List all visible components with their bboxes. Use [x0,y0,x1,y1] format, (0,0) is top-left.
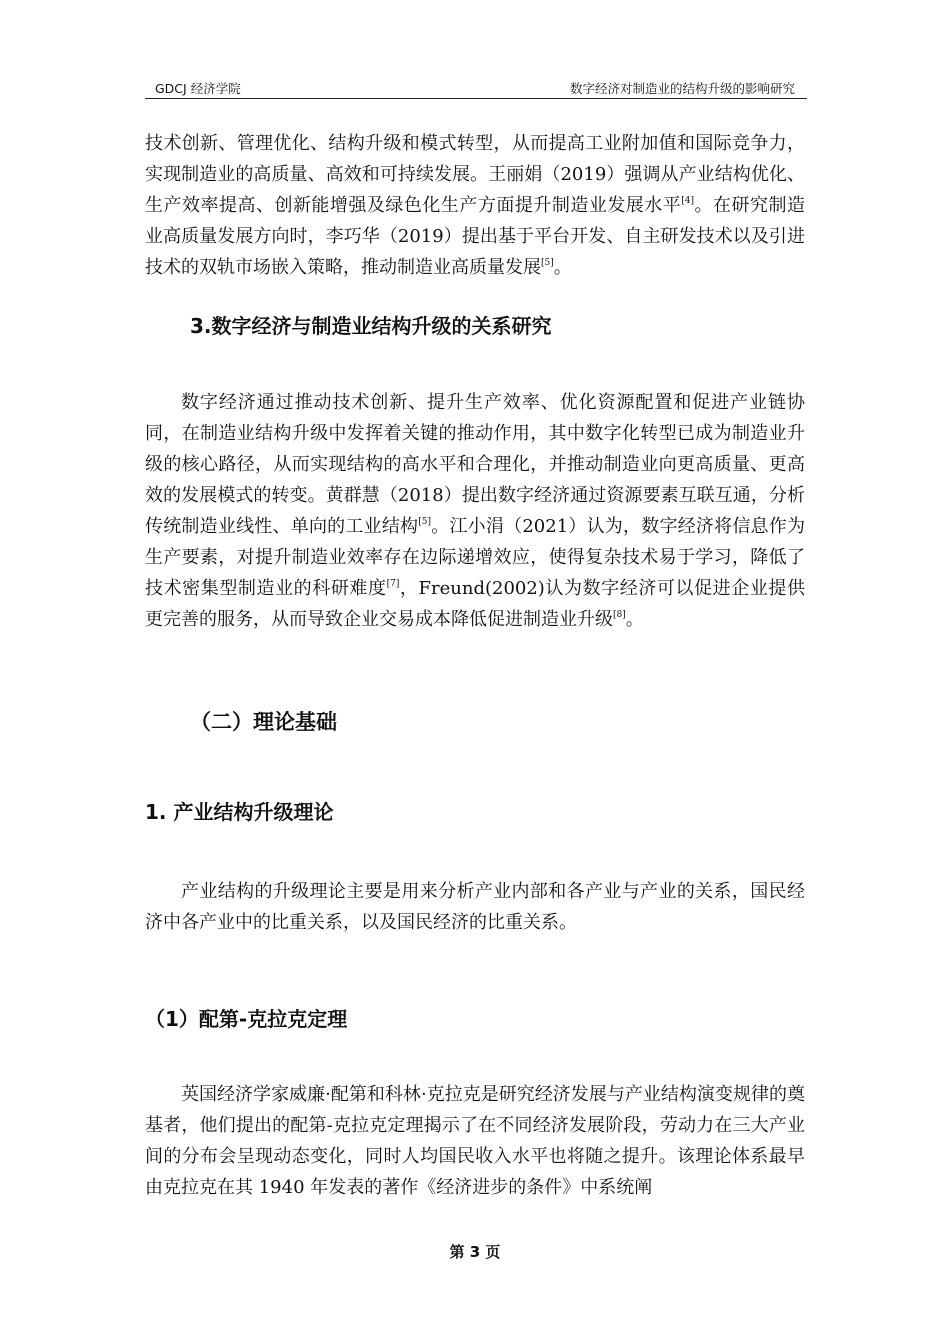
paragraph-text: 。江小涓（2021）认为，数字经济将信息作为生产要素，对提升制造业效率存在边际递增效应，使得复杂技术易于学习，降低了技术密集型制造业的科研难度 [145,516,805,599]
citation-ref: [7] [386,579,400,589]
citation-ref: [4] [681,196,695,206]
citation-ref: [5] [541,258,554,268]
section-heading-3: 3.数字经济与制造业结构升级的关系研究 [190,314,552,338]
running-header [145,76,807,99]
paragraph-text: 。 [625,609,644,630]
paragraph-industry-theory: 产业结构的升级理论主要是用来分析产业内部和各产业与产业的关系，国民经济中各产业中的比重关系，以及国民经济的比重关系。 [145,881,805,933]
section-heading-theory: （二）理论基础 [190,710,337,734]
citation-ref: [5] [418,517,432,527]
paragraph-text: 。 [553,257,572,278]
paragraph-text: 。在研究制造业高质量发展方向时，李巧华（2019）提出基于平台开发、自主研发技术以及引进技术的双轨市场嵌入策略，推动制造业高质量发展 [145,195,806,278]
paragraph-intro-continued [145,128,805,283]
citation-ref: [8] [613,610,626,620]
subsection-heading-petty-clark: （1）配第-克拉克定理 [145,1007,348,1031]
paragraph-text: ，Freund(2002)认为数字经济可以促进企业提供更完善的服务，从而导致企业交易成本降低促进制造业升级 [145,578,805,630]
header-school: GDCJ 经济学院 [155,81,241,96]
subsection-heading-industry: 1. 产业结构升级理论 [145,800,334,824]
paragraph-text: 数字经济通过推动技术创新、提升生产效率、优化资源配置和促进产业链协同，在制造业结构升级中发挥着关键的推动作用，其中数字化转型已成为制造业升级的核心路径，从而实现结构的高水平和合理化，并推动制造业向更高质量、更高效的发展模式的转变。黄群慧（2018）提出数字经济通过资源要素互联互通，分析传统制造业线性、单向的工业结构 [145,392,805,537]
paragraph-relationship [145,387,805,635]
paragraph-text: 技术创新、管理优化、结构升级和模式转型，从而提高工业附加值和国际竞争力，实现制造业的高质量、高效和可持续发展。王丽娟（2019）强调从产业结构优化、生产效率提高、创新能增强及绿色化生产方面提升制造业发展水平 [145,133,805,216]
paragraph-petty-clark: 英国经济学家威廉·配第和科林·克拉克是研究经济发展与产业结构演变规律的奠基者，他们提出的配第-克拉克定理揭示了在不同经济发展阶段，劳动力在三大产业间的分布会呈现动态变化，同时人均国民收入水平也将随之提升。该理论体系最早由克拉克在其 1940 年发表的著作《经济进步的条件》中系统阐 [145,1084,805,1198]
page-number: 第 3 页 [449,1243,501,1261]
header-title: 数字经济对制造业的结构升级的影响研究 [569,81,795,96]
